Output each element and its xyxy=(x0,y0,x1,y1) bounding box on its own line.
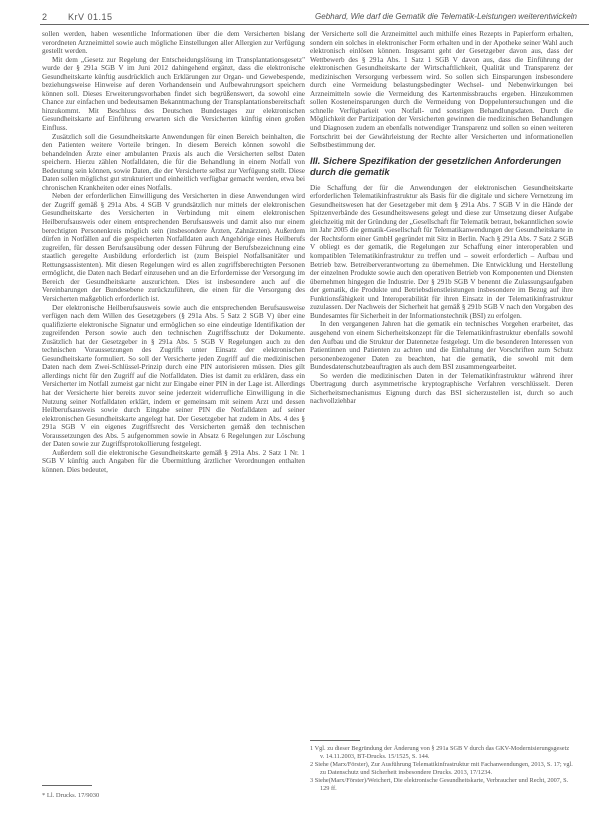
paragraph: sollen werden, haben wesentliche Informationen über die dem Versicherten bislang verordneten Arzneimittel sowie auch mögliche Einstellungen aller Allergien zur Verfügung gestellt werden. xyxy=(42,30,305,56)
right-column xyxy=(310,30,573,406)
paragraph: der Versicherte soll die Arzneimittel auch mithilfe eines Rezepts in Papierform erhalten, sondern ein solches in elektronischer Form erhalten und in der Apotheke seiner Wahl auch elektronisch einlösen können. Insgesamt geht der Gesetzgeber davon aus, dass der Wettbewerb des § 291a Abs. 1 Satz 1 SGB V davon aus, dass die Einführung der elektronischen Gesundheitskarte der Wirtschaftlichkeit, Qualität und Transparenz der medizinischen Versorgung verbessern wird. So sollen sich Einsparungen insbesondere durch eine Vermeidung belastungsbedingter Wechsel- und Nebenwirkungen bei Arzneimitteln sowie die Vermeidung des Kartenmissbrauchs ergeben. Hinzukommen sollen Kosteneinsparungen durch die Vermeidung von Doppeluntersuchungen und die schnelle Verfügbarkeit von Notfall- und sonstigen Behandlungsdaten. Durch die Möglichkeit der Partizipation der Versicherten gewinnen die medizinischen Behandlungen und Diagnosen zudem an ebenfalls notwendiger Transparenz und sollen so einen weiteren Fortschritt bei der Gewährleistung der Rechte aller Versicherten und informationellen Selbstbestimmung der. xyxy=(310,30,573,150)
footnote: 2 Siehe (Marx/Förster), Zur Ausführung Telematikinfrastruktur mit Fachanwendungen, 2013, S. 17; vgl. zu Datenschutz und Sicherheit insbesondere Drucks. 2013, 17/1234. xyxy=(310,761,573,776)
footnote-left: * Ll. Drucks. 17/9030 xyxy=(42,792,100,799)
paragraph: Zusätzlich soll die Gesundheitskarte Anwendungen für einen Bereich beinhalten, die den Patienten weitere Vorteile bringen. In diesem Bereich können sowohl die behandelnden Ärzte einer ambulanten Praxis als auch die Versicherten selbst Daten speichern. Hierzu zählen Notfalldaten, die für die Behandlung in einem Notfall von Bedeutung sein können, sowie Daten, die der Versicherte selbst zur Verfügung stellt. Diese Daten sollen möglichst gut strukturiert und einheitlich verfügbar gemacht werden, etwa bei chronischen Krankheiten oder eines Notfalls. xyxy=(42,132,305,192)
page-number: 2 xyxy=(42,12,48,22)
footnote: 1 Vgl. zu dieser Begründung der Änderung von § 291a SGB V durch das GKV-Modernisierungsgesetz v. 14.11.2003, BT-Drucks. 15/1525, S. 144. xyxy=(310,745,570,760)
paragraph: Außerdem soll die elektronische Gesundheitskarte gemäß § 291a Abs. 2 Satz 1 Nr. 1 SGB V künftig auch Angaben für die Übermittlung ärztlicher Verordnungen enthalten können. Dies bedeutet, xyxy=(42,448,305,474)
journal-tag: KrV 01.15 xyxy=(68,12,113,22)
section-heading: III. Sichere Spezifikation der gesetzlichen Anforderungen durch die gematik xyxy=(310,155,562,177)
paragraph: Neben der erforderlichen Einwilligung des Versicherten in diese Anwendungen wird der Zugriff gemäß § 291a Abs. 4 SGB V grundsätzlich nur mittels der elektronischen Gesundheitskarte des Versicherten in Verbindung mit einem elektronischen Heilberufsausweis oder einem entsprechenden Berufsausweis und damit also nur einem berechtigten Personenkreis möglich sein (insbesondere Ärzten, Zahnärzten). Außerdem dürfen in Notfällen auf die gespeicherten Notfalldaten auch Angehörige eines Heilberufs zugreifen, für dessen Berufsausübung oder dessen Führung der Berufsbezeichnung eine staatlich geregelte Ausbildung erforderlich ist (zum Beispiel Notfallsanitäter und Rettungsassistenten). Mit diesen Regelungen wird es allen zugriffsberechtigten Personen ermöglicht, die Daten nach Bedarf einzusehen und an die Erfordernisse der Versorgung im Bereich der Gesundheitskarte auszurichten. Dies ist insbesondere auch auf die Vereinbarungen der Bundesebene zurückzuführen, die einen für die Versorgung des Versicherten maßgeblich erforderlich ist. xyxy=(42,192,305,303)
paragraph: Der elektronische Heilberufsausweis sowie auch die entsprechenden Berufsausweise verfügen nach dem Willen des Gesetzgebers (§ 291a Abs. 5 Satz 2 SGB V) über eine qualifizierte elektronische Signatur und ermöglichen so eine eindeutige Identifikation der zugreifenden Person sowie auch den technischen Zugriffsschutz der Dokumente. Zusätzlich hat der Gesetzgeber in § 291a Abs. 5 SGB V Regelungen auch zu den technischen Voraussetzungen des Zugriffs unter Einsatz der elektronischen Gesundheitskarte formuliert. So soll der Versicherte jeden Zugriff auf die medizinischen Daten nach dem Zwei-Schlüssel-Prinzip durch eine PIN autorisieren müssen. Dies gilt allerdings nicht für den Zugriff auf die Notfalldaten. Dies ist damit zu erklären, dass ein Versicherter im Notfall zumeist gar nicht zur Eingabe einer PIN in der Lage ist. Allerdings hat der Versicherte hier bereits zuvor seine jederzeit widerrufliche Einwilligung in die Nutzung seiner Notfalldaten erklärt, indem er gemeinsam mit seinem Arzt und dessen Heilberufsausweis sowie durch Eingabe seiner PIN die Notfalldaten auf seiner elektronischen Gesundheitskarte angelegt hat. Der Gesetzgeber hat zudem in Abs. 4 des § 291a SGB V ein eigenes Zugriffsrecht des Versicherten gemäß den technischen Voraussetzungen des Abs. 5 aufgenommen sowie in Absatz 6 Regelungen zur Löschung der Daten sowie zur Zugriffsprotokollierung festgelegt. xyxy=(42,303,305,449)
footnote-rule-left xyxy=(42,785,92,786)
footnote-rule xyxy=(310,740,360,741)
header-rule xyxy=(40,24,589,25)
paragraph: So werden die medizinischen Daten in der Telematikinfrastruktur während ihrer Übertragung durch asymmetrische kryptographische Verfahren verschlüsselt. Deren Sicherheitsmechanismus Eignung durch das BSI sicherzustellen ist, durch so auch nachvollziehbar xyxy=(310,371,573,406)
paragraph: Mit dem „Gesetz zur Regelung der Entscheidungslösung im Transplantationsgesetz" wurde der § 291a SGB V im Juni 2012 dahingehend ergänzt, dass die elektronische Gesundheitskarte künftig ausdrücklich auch Erklärungen zur Organ- und Gewebespende, beziehungsweise Hinweise auf deren Vorhandensein und Aufbewahrungsort speichern können soll. Dieses Erweiterungsvorhaben findet sich begrüßenswert, da sowohl eine Chance zur einfachen und bedeutsamen Bekanntmachung der Transplantationsbereitschaft hinzukommt. Mit Beschluss des Deutschen Bundestages zur elektronischen Gesundheitskarte auf Einführung erwarten sich die Versicherten künftig einen großen Einfluss. xyxy=(42,55,305,133)
footnotes xyxy=(310,745,573,793)
paragraph: Die Schaffung der für die Anwendungen der elektronischen Gesundheitskarte erforderlichen Telematikinfrastruktur als Basis für die digitale und sichere Vernetzung im Gesundheitswesen hat der Gesetzgeber mit dem § 291a Abs. 7 SGB V in die Hände der Spitzenverbände des Gesundheitswesens gelegt und diese zur Umsetzung dieser Aufgabe gleichzeitig mit der Gründung der „Gesellschaft für Telematik betraut, bekanntlichen sowie im Jahr 2005 die gematik-Gesellschaft für Telematikanwendungen der Gesundheitskarte in der Rechtsform einer GmbH gegründet mit Sitz in Berlin. Nach § 291a Abs. 7 Satz 2 SGB V obliegt es der gematik, die Regelungen zur Schaffung einer interoperablen und kompatiblen Telematikinfrastruktur zu treffen und – soweit erforderlich – Aufbau und Betrieb bzw. Betreiberverantwortung zu übernehmen. Die Entwicklung und Herstellung der einzelnen Produkte sowie auch den operativen Betrieb von Komponenten und Diensten übernehmen hingegen die Industrie. Der § 291b SGB V benennt die Zulassungsaufgaben der gematik, die Produkte und Betriebsdienstleistungen insbesondere im Bezug auf ihre Funktionsfähigkeit und Interoperabilität für ihren Einsatz in der Telematikinfrastruktur zuzulassen. Der Nachweis der Sicherheit hat gemäß § 291b SGB V nach den Vorgaben des Bundesamtes für Sicherheit in der Informationstechnik (BSI) zu erfolgen. xyxy=(310,183,574,320)
paragraph: In den vergangenen Jahren hat die gematik ein technisches Vorgehen erarbeitet, das ausgehend von einem Sicherheitskonzept für die Telematikinfrastruktur ebenfalls sowohl den Aufbau und die Struktur der Datennetze festgelegt. Um die besonderen Interessen von Patientinnen und Patienten zu achten und die Einhaltung der Vorschriften zum Schutz personenbezogener Daten zu beachten, hat die gematik, die sowohl mit dem Bundesdatenschutzbeauftragten als auch dem BSI zusammengearbeitet. xyxy=(310,320,573,372)
running-title: Gebhard, Wie darf die Gematik die Telematik-Leistungen weiterentwickeln xyxy=(315,12,577,21)
left-column xyxy=(42,30,305,474)
footnote: 3 Siehe(Marx/Förster)/Weichert, Die elektronische Gesundheitskarte, Verbraucher und Recht, 2007, S. 129 ff. xyxy=(310,777,569,792)
page-header xyxy=(20,8,589,26)
